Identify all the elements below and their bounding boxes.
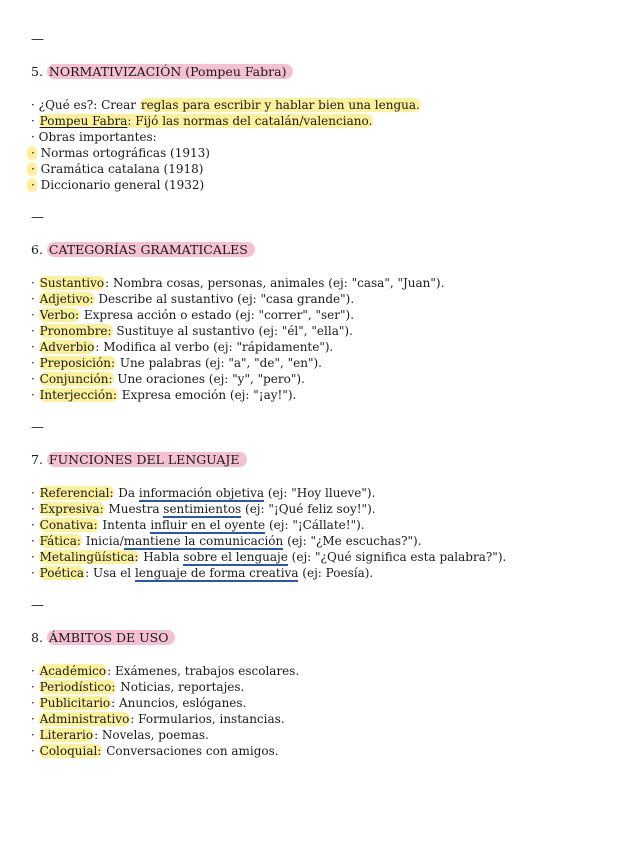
list-item: · Publicitario: Anuncios, eslóganes.	[31, 696, 247, 710]
text: Da	[114, 486, 139, 500]
list-item: · Preposición: Une palabras (ej: "a", "de", "en").	[31, 356, 322, 370]
term-highlight: Académico	[39, 664, 107, 678]
author-highlight	[39, 114, 374, 128]
section-separator: —	[31, 420, 43, 435]
term-highlight: Fática:	[39, 534, 81, 548]
term-definition: : Exámenes, trabajos escolares.	[107, 664, 300, 678]
definition-label: · ¿Qué es?: Crear	[31, 98, 140, 112]
example: (ej: "¿Me escuchas?").	[283, 534, 422, 548]
term-definition: : Formularios, instancias.	[130, 712, 285, 726]
works-heading: · Obras importantes:	[31, 130, 157, 144]
list-item: · Verbo: Expresa acción o estado (ej: "correr", "ser").	[31, 308, 355, 322]
section-number: 5.	[31, 64, 43, 79]
bullet: ·	[27, 178, 37, 192]
term-definition: Sustituye al sustantivo (ej: "él", "ella").	[112, 324, 353, 338]
bullet: ·	[27, 162, 37, 176]
section-number: 6.	[31, 242, 43, 257]
underlined-key: información objetiva	[138, 486, 265, 500]
text: Inicia/	[81, 534, 124, 548]
underlined-key: lenguaje de forma creativa	[134, 566, 299, 580]
list-item: · Referencial: Da información objetiva (ej: "Hoy llueve").	[31, 486, 376, 500]
underlined-key: mantiene la comunicación	[123, 534, 284, 548]
example: (ej: Poesía).	[298, 566, 374, 580]
bullet: ·	[31, 114, 39, 128]
term-highlight: Interjección:	[39, 388, 117, 402]
text: Intenta	[98, 518, 151, 532]
text: : Usa el	[85, 566, 135, 580]
text: Habla	[139, 550, 184, 564]
term-highlight: Poética	[39, 566, 85, 580]
term-highlight: Publicitario	[39, 696, 111, 710]
work-title: Normas ortográficas (1913)	[40, 146, 210, 160]
example: (ej: "¡Qué feliz soy!").	[241, 502, 376, 516]
section-separator: —	[31, 32, 43, 47]
list-item: · Adverbio: Modifica al verbo (ej: "rápidamente").	[31, 340, 334, 354]
term-highlight: Literario	[39, 728, 94, 742]
section-number: 8.	[31, 630, 43, 645]
term-highlight: Adverbio	[39, 340, 95, 354]
list-item	[31, 177, 204, 193]
term-highlight: Referencial:	[39, 486, 114, 500]
list-item: · Sustantivo: Nombra cosas, personas, animales (ej: "casa", "Juan").	[31, 276, 445, 290]
section-title: ÁMBITOS DE USO	[47, 630, 176, 645]
term-highlight: Adjetivo:	[39, 292, 94, 306]
term-highlight: Periodístico:	[39, 680, 116, 694]
definition-line	[31, 97, 421, 113]
bullet: ·	[27, 146, 37, 160]
work-title: Diccionario general (1932)	[40, 178, 205, 192]
example: (ej: "¿Qué significa esta palabra?").	[287, 550, 507, 564]
section-title: FUNCIONES DEL LENGUAJE	[47, 452, 247, 467]
term-highlight: Metalingüística:	[39, 550, 139, 564]
term-definition: : Nombra cosas, personas, animales (ej: "casa", "Juan").	[105, 276, 445, 290]
list-item: · Conjunción: Une oraciones (ej: "y", "pero").	[31, 372, 305, 386]
work-title: Gramática catalana (1918)	[40, 162, 204, 176]
list-item: · Periodístico: Noticias, reportajes.	[31, 680, 245, 694]
term-definition: : Anuncios, eslóganes.	[111, 696, 247, 710]
section-7-heading	[31, 452, 247, 468]
text: Muestra	[104, 502, 164, 516]
author-name: Pompeu Fabra	[39, 114, 128, 128]
list-item	[31, 161, 203, 177]
list-item: · Poética: Usa el lenguaje de forma creativa (ej: Poesía).	[31, 566, 374, 580]
list-item: · Pronombre: Sustituye al sustantivo (ej: "él", "ella").	[31, 324, 353, 338]
section-title: CATEGORÍAS GRAMATICALES	[47, 242, 255, 257]
highlighted-text: reglas para escribir y hablar bien una lengua.	[140, 98, 420, 112]
term-highlight: Expresiva:	[39, 502, 104, 516]
list-item: · Adjetivo: Describe al sustantivo (ej: "casa grande").	[31, 292, 355, 306]
underlined-key: sobre el lenguaje	[183, 550, 288, 564]
term-definition: : Modifica al verbo (ej: "rápidamente").	[95, 340, 334, 354]
underlined-key: sentimientos	[163, 502, 242, 516]
list-item: · Metalingüística: Habla sobre el lenguaje (ej: "¿Qué significa esta palabra?").	[31, 550, 507, 564]
term-highlight: Conjunción:	[39, 372, 113, 386]
section-8-heading	[31, 630, 175, 646]
list-item: · Expresiva: Muestra sentimientos (ej: "¡Qué feliz soy!").	[31, 502, 376, 516]
example: (ej: "¡Cállate!").	[265, 518, 365, 532]
list-item: · Conativa: Intenta influir en el oyente (ej: "¡Cállate!").	[31, 518, 365, 532]
list-item: · Fática: Inicia/mantiene la comunicación (ej: "¿Me escuchas?").	[31, 534, 422, 548]
author-line	[31, 113, 373, 129]
term-highlight: Administrativo	[39, 712, 130, 726]
colon: :	[127, 114, 132, 128]
term-highlight: Pronombre:	[39, 324, 112, 338]
term-definition: : Novelas, poemas.	[94, 728, 209, 742]
underlined-key: influir en el oyente	[150, 518, 266, 532]
term-definition: Une oraciones (ej: "y", "pero").	[113, 372, 305, 386]
list-item: · Coloquial: Conversaciones con amigos.	[31, 744, 279, 758]
term-highlight: Sustantivo	[39, 276, 105, 290]
section-separator: —	[31, 598, 43, 613]
term-highlight: Coloquial:	[39, 744, 102, 758]
term-highlight: Preposición:	[39, 356, 116, 370]
list-item: · Académico: Exámenes, trabajos escolares.	[31, 664, 300, 678]
term-definition: Expresa emoción (ej: "¡ay!").	[117, 388, 297, 402]
section-separator: —	[31, 210, 43, 225]
author-contribution: Fijó las normas del catalán/valenciano.	[131, 114, 373, 128]
section-title: NORMATIVIZACIÓN (Pompeu Fabra)	[47, 64, 294, 79]
list-item: · Literario: Novelas, poemas.	[31, 728, 209, 742]
term-highlight: Conativa:	[39, 518, 98, 532]
list-item: · Interjección: Expresa emoción (ej: "¡ay!").	[31, 388, 297, 402]
term-definition: Expresa acción o estado (ej: "correr", "ser").	[80, 308, 355, 322]
example: (ej: "Hoy llueve").	[264, 486, 376, 500]
section-5-heading	[31, 64, 293, 80]
section-number: 7.	[31, 452, 43, 467]
term-definition: Une palabras (ej: "a", "de", "en").	[116, 356, 322, 370]
term-definition: Conversaciones con amigos.	[102, 744, 279, 758]
term-definition: Noticias, reportajes.	[116, 680, 245, 694]
section-6-heading	[31, 242, 255, 258]
term-highlight: Verbo:	[39, 308, 79, 322]
term-definition: Describe al sustantivo (ej: "casa grande").	[94, 292, 355, 306]
list-item	[31, 145, 210, 161]
list-item: · Administrativo: Formularios, instancias.	[31, 712, 285, 726]
